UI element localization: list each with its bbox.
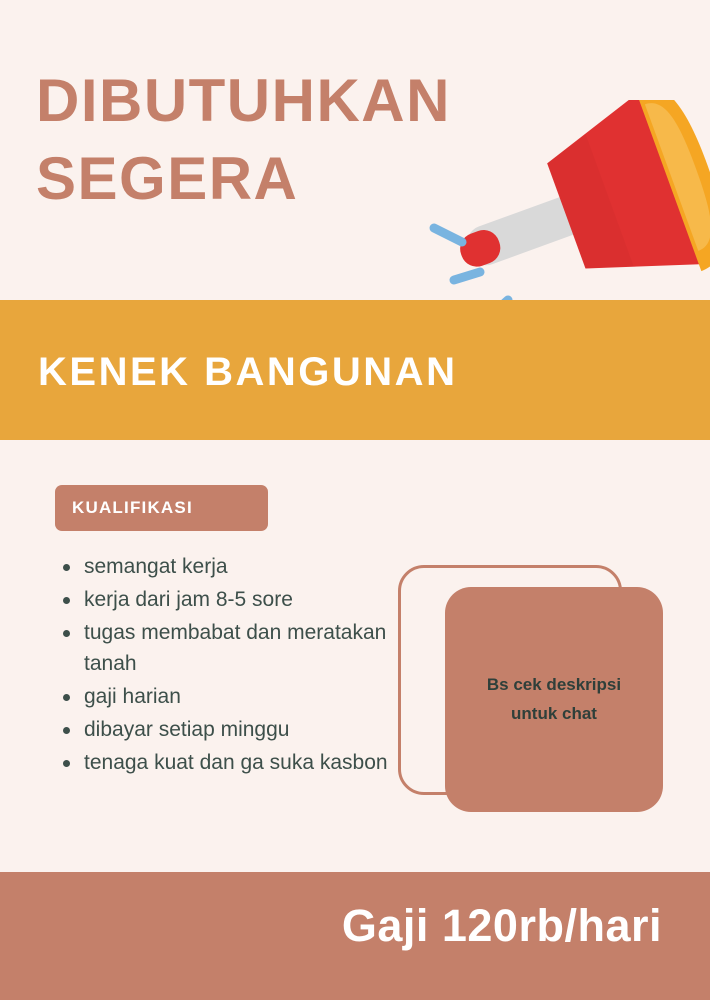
- salary-band: [0, 872, 710, 1000]
- list-item: kerja dari jam 8-5 sore: [84, 585, 414, 615]
- qualification-badge: [55, 485, 268, 531]
- salary-text: Gaji 120rb/hari: [341, 900, 662, 951]
- qualification-list: [52, 552, 414, 782]
- megaphone-icon: [416, 100, 710, 330]
- list-item: dibayar setiap minggu: [84, 715, 414, 745]
- list-item: semangat kerja: [84, 552, 414, 582]
- note-card-group: [398, 565, 668, 815]
- note-card: [445, 587, 663, 812]
- note-line-2: untuk chat: [511, 703, 597, 723]
- job-title-band: [0, 300, 710, 440]
- note-line-1: Bs cek deskripsi: [486, 674, 622, 694]
- headline-line-2: SEGERA: [36, 145, 299, 212]
- headline-line-1: DIBUTUHKAN: [36, 67, 451, 134]
- list-item: gaji harian: [84, 682, 414, 712]
- qualification-label: KUALIFIKASI: [72, 498, 193, 517]
- list-item: tenaga kuat dan ga suka kasbon: [84, 748, 414, 778]
- list-item: tugas membabat dan meratakan tanah: [84, 618, 414, 678]
- job-title: KENEK BANGUNAN: [38, 350, 458, 394]
